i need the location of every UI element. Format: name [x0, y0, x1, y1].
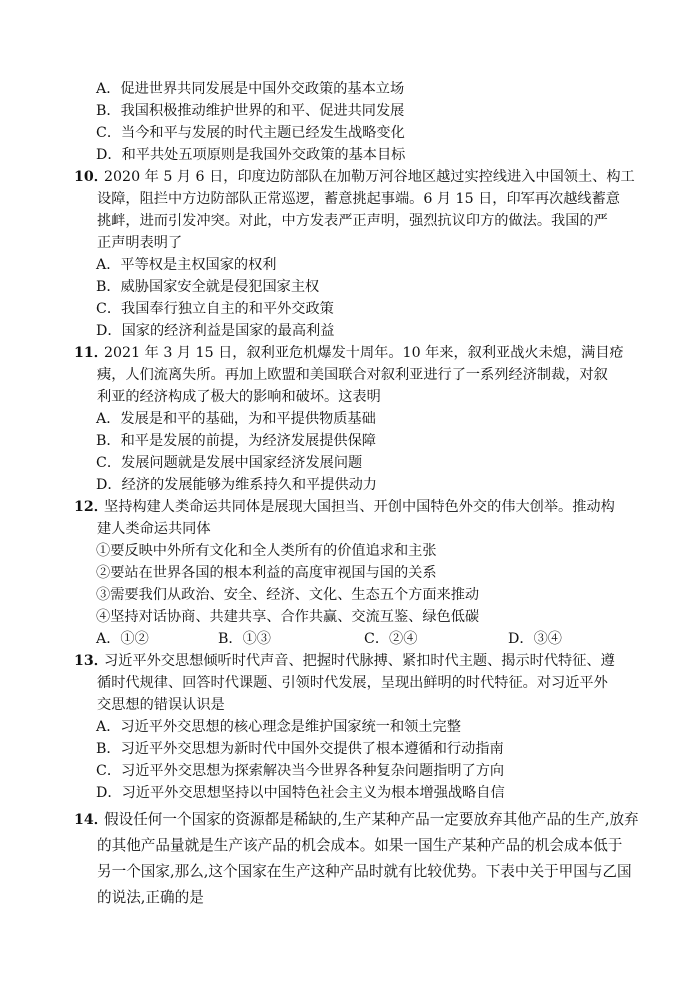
- q12-item-4: ④坚持对话协商、共建共享、合作共赢、交流互鉴、绿色低碳: [96, 609, 480, 625]
- q10-option-a: A．平等权是主权国家的权利: [96, 257, 277, 273]
- q10-stem-line-3: 挑衅，进而引发冲突。对此，中方发表严正声明，强烈抗议印方的做法。我国的严: [97, 213, 608, 229]
- q12-choices-row: [0, 629, 695, 649]
- q10-stem-line-1: 2020 年 5 月 6 日，印度边防部队在加勒万河谷地区越过实控线进入中国领土、构工: [104, 169, 635, 185]
- q11-stem-line-1: 2021 年 3 月 15 日，叙利亚危机爆发十周年。10 年来，叙利亚战火未熄，满目疮: [104, 345, 624, 361]
- q14-number: 14．: [74, 812, 108, 828]
- q12-choice-a: A．①②: [96, 631, 149, 647]
- q13-number: 13．: [74, 653, 108, 669]
- q11-option-d: D．经济的发展能够为维系持久和平提供动力: [96, 477, 377, 493]
- q14-stem-line-2: 的其他产品量就是生产该产品的机会成本。如果一国生产某种产品的机会成本低于: [97, 837, 623, 854]
- q12-choice-b: B．①③: [218, 631, 271, 647]
- q12-choice-c: C．②④: [364, 631, 418, 647]
- q12-stem-line-2: 建人类命运共同体: [97, 521, 211, 537]
- q10-option-c: C．我国奉行独立自主的和平外交政策: [96, 301, 334, 317]
- q10-option-b: B．威胁国家安全就是侵犯国家主权: [96, 279, 320, 295]
- q10-number: 10．: [74, 169, 108, 185]
- q13-stem-line-2: 循时代规律、回答时代课题、引领时代发展，呈现出鲜明的时代特征。对习近平外: [97, 675, 608, 691]
- q11-option-c: C．发展问题就是发展中国家经济发展问题: [96, 455, 363, 471]
- q11-option-a: A．发展是和平的基础，为和平提供物质基础: [96, 411, 376, 427]
- q12-item-3: ③需要我们从政治、安全、经济、文化、生态五个方面来推动: [96, 587, 480, 603]
- q13-stem-line-3: 交思想的错误认识是: [97, 697, 225, 713]
- q13-option-c: C．习近平外交思想为探索解决当今世界各种复杂问题指明了方向: [96, 763, 505, 779]
- q13-stem-line-1: 习近平外交思想倾听时代声音、把握时代脉搏、紧扣时代主题、揭示时代特征、遵: [104, 653, 615, 669]
- q12-choice-d: D．③④: [508, 631, 562, 647]
- q12-stem-line-1: 坚持构建人类命运共同体是展现大国担当、开创中国特色外交的伟大创举。推动构: [104, 499, 615, 515]
- q10-stem-line-4: 正声明表明了: [97, 235, 183, 251]
- q12-item-1: ①要反映中外所有文化和全人类所有的价值追求和主张: [96, 543, 437, 559]
- q14-stem-line-4: 的说法,正确的是: [97, 889, 204, 906]
- q11-stem-line-3: 利亚的经济构成了极大的影响和破坏。这表明: [97, 389, 381, 405]
- q14-stem-line-1: 假设任何一个国家的资源都是稀缺的,生产某种产品一定要放弃其他产品的生产,放弃: [104, 811, 639, 828]
- q9-option-a: A．促进世界共同发展是中国外交政策的基本立场: [96, 81, 405, 97]
- q11-number: 11．: [74, 345, 108, 361]
- q12-number: 12．: [74, 499, 108, 515]
- q10-stem-line-2: 设障，阻拦中方边防部队正常巡逻，蓄意挑起事端。6 月 15 日，印军再次越线蓄意: [97, 191, 620, 207]
- q10-option-d: D．国家的经济利益是国家的最高利益: [96, 323, 335, 339]
- q12-item-2: ②要站在世界各国的根本利益的高度审视国与国的关系: [96, 565, 437, 581]
- q13-option-b: B．习近平外交思想为新时代中国外交提供了根本遵循和行动指南: [96, 741, 504, 757]
- q13-option-a: A．习近平外交思想的核心理念是维护国家统一和领土完整: [96, 719, 461, 735]
- q9-option-b: B．我国积极推动维护世界的和平、促进共同发展: [96, 103, 405, 119]
- q13-option-d: D．习近平外交思想坚持以中国特色社会主义为根本增强战略自信: [96, 785, 505, 801]
- q11-stem-line-2: 痍，人们流离失所。再加上欧盟和美国联合对叙利亚进行了一系列经济制裁，对叙: [97, 367, 608, 383]
- q9-option-c: C．当今和平与发展的时代主题已经发生战略变化: [96, 125, 405, 141]
- q11-option-b: B．和平是发展的前提，为经济发展提供保障: [96, 433, 376, 449]
- q14-stem-line-3: 另一个国家,那么,这个国家在生产这种产品时就有比较优势。下表中关于甲国与乙国: [97, 863, 632, 880]
- q9-option-d: D．和平共处五项原则是我国外交政策的基本目标: [96, 147, 406, 163]
